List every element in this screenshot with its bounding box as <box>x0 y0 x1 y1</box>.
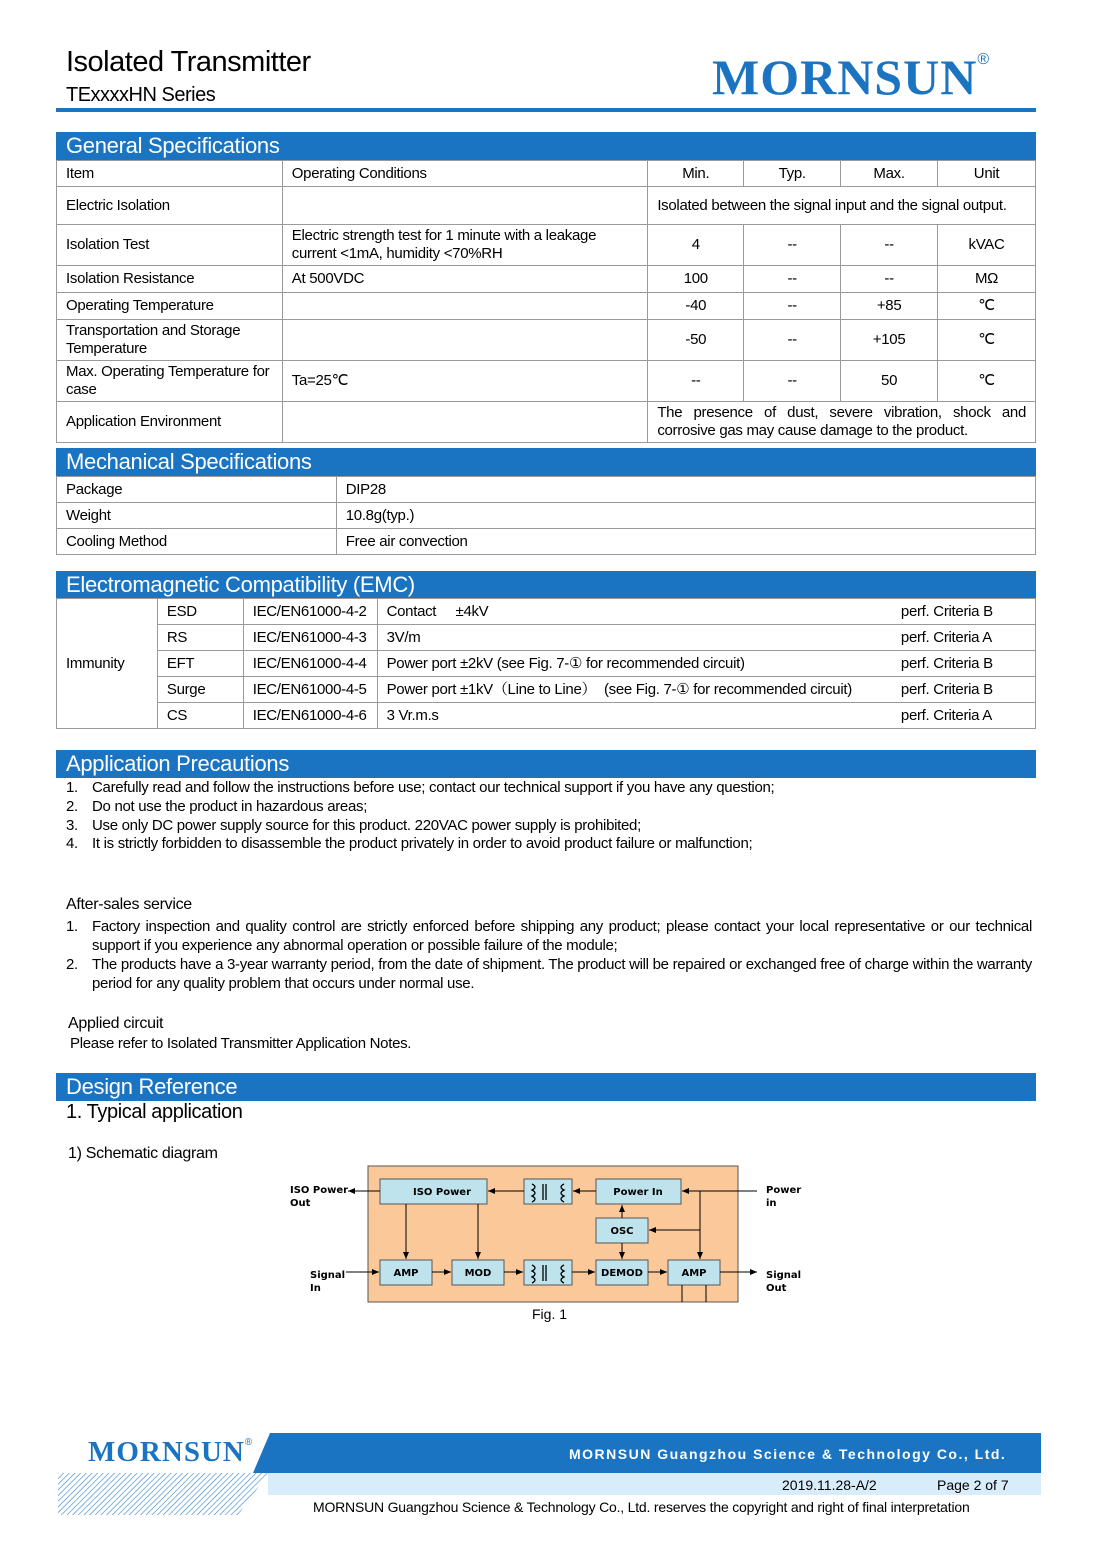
header-divider <box>56 108 1036 112</box>
emc-test: ESD <box>157 599 243 625</box>
iso-power-label: ISO Power <box>412 1187 472 1198</box>
spec-unit: MΩ <box>938 266 1036 293</box>
iso-power-out-label: ISO Power <box>290 1185 349 1196</box>
emc-test: Surge <box>157 677 243 703</box>
table-row <box>57 703 1036 729</box>
spec-condition: Ta=25℃ <box>282 361 648 402</box>
typical-application-heading: 1. Typical application <box>66 1101 243 1123</box>
spec-typ: -- <box>744 320 841 361</box>
spec-condition <box>282 402 648 443</box>
footer-copyright: MORNSUN Guangzhou Science & Technology Co., Ltd. reserves the copyright and right of final interpretation <box>313 1499 970 1515</box>
table-row <box>57 503 1036 529</box>
spec-unit: kVAC <box>938 225 1036 266</box>
mech-key: Weight <box>57 503 337 529</box>
applied-circuit-heading: Applied circuit <box>68 1015 164 1032</box>
spec-typ: -- <box>744 293 841 320</box>
aftersales-number: 1. <box>66 918 78 935</box>
mech-value: Free air convection <box>336 529 1035 555</box>
amp-input-label: AMP <box>393 1268 419 1279</box>
emc-standard: IEC/EN61000-4-2 <box>243 599 377 625</box>
spec-unit: ℃ <box>938 320 1036 361</box>
emc-standard: IEC/EN61000-4-3 <box>243 625 377 651</box>
document-title: Isolated Transmitter <box>66 46 311 78</box>
footer-date: 2019.11.28-A/2 <box>782 1477 877 1493</box>
mech-value: 10.8g(typ.) <box>336 503 1035 529</box>
spec-condition <box>282 293 648 320</box>
spec-condition <box>282 320 648 361</box>
emc-condition: Power port ±2kV (see Fig. 7-① for recommended circuit) <box>377 651 892 677</box>
emc-test: CS <box>157 703 243 729</box>
spec-min: 4 <box>648 225 744 266</box>
spec-span-value: The presence of dust, severe vibration, shock and corrosive gas may cause damage to the product. <box>648 402 1036 443</box>
mech-key: Package <box>57 477 337 503</box>
table-row <box>57 625 1036 651</box>
spec-min: -- <box>648 361 744 402</box>
spec-unit: ℃ <box>938 361 1036 402</box>
mech-key: Cooling Method <box>57 529 337 555</box>
power-in-external-label-2: in <box>766 1198 777 1209</box>
aftersales-number: 2. <box>66 956 78 973</box>
signal-in-label-2: In <box>310 1283 321 1294</box>
brand-logo: MORNSUN® <box>712 49 991 105</box>
spec-typ: -- <box>744 266 841 293</box>
precaution-item: 4. It is strictly forbidden to disassemble the product privately in order to avoid product failure or malfunction; <box>66 835 753 852</box>
spec-condition: Electric strength test for 1 minute with a leakage current <1mA, humidity <70%RH <box>282 225 648 266</box>
table-row <box>57 402 1036 443</box>
table-row <box>57 677 1036 703</box>
col-header: Max. <box>841 161 938 187</box>
col-header: Typ. <box>744 161 841 187</box>
emc-test: RS <box>157 625 243 651</box>
signal-out-label-2: Out <box>766 1283 787 1294</box>
aftersales-item: Factory inspection and quality control are strictly enforced before shipping any product; please contact your local representative or our technical support if you experience any abnormal operation or possible failure of the module; <box>92 918 1032 954</box>
spec-typ: -- <box>744 225 841 266</box>
emc-standard: IEC/EN61000-4-4 <box>243 651 377 677</box>
transformer-bottom-block <box>524 1260 572 1285</box>
power-in-external-label: Power <box>766 1185 802 1196</box>
footer-info-band <box>268 1473 1041 1495</box>
emc-condition: 3V/m <box>377 625 892 651</box>
spec-min: -50 <box>648 320 744 361</box>
emc-criteria: perf. Criteria A <box>892 625 1036 651</box>
precaution-item: 1. Carefully read and follow the instructions before use; contact our technical support if you have any question; <box>66 779 775 796</box>
spec-condition: At 500VDC <box>282 266 648 293</box>
spec-item: Isolation Test <box>57 225 283 266</box>
spec-max: +105 <box>841 320 938 361</box>
spec-item: Isolation Resistance <box>57 266 283 293</box>
emc-standard: IEC/EN61000-4-6 <box>243 703 377 729</box>
precaution-item: 2. Do not use the product in hazardous areas; <box>66 798 368 815</box>
footer-company: MORNSUN Guangzhou Science & Technology Co., Ltd. <box>569 1446 1007 1462</box>
spec-min: -40 <box>648 293 744 320</box>
emc-standard: IEC/EN61000-4-5 <box>243 677 377 703</box>
emc-condition: Contact ±4kV <box>377 599 892 625</box>
iso-power-out-label-2: Out <box>290 1198 311 1209</box>
spec-item: Application Environment <box>57 402 283 443</box>
spec-item: Transportation and Storage Temperature <box>57 320 283 361</box>
table-row <box>57 266 1036 293</box>
col-header: Min. <box>648 161 744 187</box>
aftersales-item: The products have a 3-year warranty period, from the date of shipment. The product will be repaired or exchanged free of charge within the warranty period for any quality problem that occurs under normal use. <box>92 956 1032 992</box>
precaution-item: 3. Use only DC power supply source for this product. 220VAC power supply is prohibited; <box>66 817 641 834</box>
demod-label: DEMOD <box>601 1268 643 1279</box>
spec-typ: -- <box>744 361 841 402</box>
table-row <box>57 187 1036 225</box>
figure-caption: Fig. 1 <box>532 1306 568 1322</box>
table-row <box>57 599 1036 625</box>
mech-value: DIP28 <box>336 477 1035 503</box>
signal-in-label: Signal <box>310 1270 346 1281</box>
section-design-heading: Design Reference <box>56 1073 1036 1101</box>
mechanical-spec-table <box>56 476 1036 555</box>
col-header: Unit <box>938 161 1036 187</box>
spec-span-value: Isolated between the signal input and the signal output. <box>648 187 1036 225</box>
footer-page-number: Page 2 of 7 <box>937 1477 1009 1493</box>
spec-max: +85 <box>841 293 938 320</box>
emc-criteria: perf. Criteria A <box>892 703 1036 729</box>
applied-circuit-text: Please refer to Isolated Transmitter Application Notes. <box>70 1035 412 1052</box>
table-header-row <box>57 161 1036 187</box>
table-row <box>57 320 1036 361</box>
spec-max: -- <box>841 266 938 293</box>
spec-item: Max. Operating Temperature for case <box>57 361 283 402</box>
spec-item: Electric Isolation <box>57 187 283 225</box>
spec-item: Operating Temperature <box>57 293 283 320</box>
osc-label: OSC <box>610 1226 634 1237</box>
schematic-heading: 1) Schematic diagram <box>68 1145 218 1162</box>
col-header: Item <box>57 161 283 187</box>
emc-group: Immunity <box>57 599 158 729</box>
emc-criteria: perf. Criteria B <box>892 599 1036 625</box>
transformer-top-block <box>524 1179 572 1204</box>
emc-test: EFT <box>157 651 243 677</box>
section-emc-heading: Electromagnetic Compatibility (EMC) <box>56 571 1036 599</box>
spec-condition <box>282 187 648 225</box>
table-row <box>57 477 1036 503</box>
emc-condition: 3 Vr.m.s <box>377 703 892 729</box>
emc-condition: Power port ±1kV（Line to Line） (see Fig. 7-① for recommended circuit) <box>377 677 892 703</box>
emc-criteria: perf. Criteria B <box>892 651 1036 677</box>
section-general-heading: General Specifications <box>56 132 1036 160</box>
emc-criteria: perf. Criteria B <box>892 677 1036 703</box>
table-row <box>57 293 1036 320</box>
mod-label: MOD <box>464 1268 492 1279</box>
spec-min: 100 <box>648 266 744 293</box>
spec-max: 50 <box>841 361 938 402</box>
table-row <box>57 361 1036 402</box>
footer-logo: MORNSUN® <box>88 1436 254 1468</box>
section-precautions-heading: Application Precautions <box>56 750 1036 778</box>
series-name: TExxxxHN Series <box>66 84 216 106</box>
table-row <box>57 651 1036 677</box>
general-spec-table <box>56 160 1036 443</box>
signal-out-label: Signal <box>766 1270 802 1281</box>
power-in-label: Power In <box>613 1187 663 1198</box>
table-row <box>57 225 1036 266</box>
emc-table <box>56 598 1036 729</box>
table-row <box>57 529 1036 555</box>
aftersales-heading: After-sales service <box>66 896 192 913</box>
amp-output-label: AMP <box>681 1268 707 1279</box>
spec-max: -- <box>841 225 938 266</box>
spec-unit: ℃ <box>938 293 1036 320</box>
schematic-diagram <box>280 1160 810 1310</box>
col-header: Operating Conditions <box>282 161 648 187</box>
section-mechanical-heading: Mechanical Specifications <box>56 448 1036 476</box>
